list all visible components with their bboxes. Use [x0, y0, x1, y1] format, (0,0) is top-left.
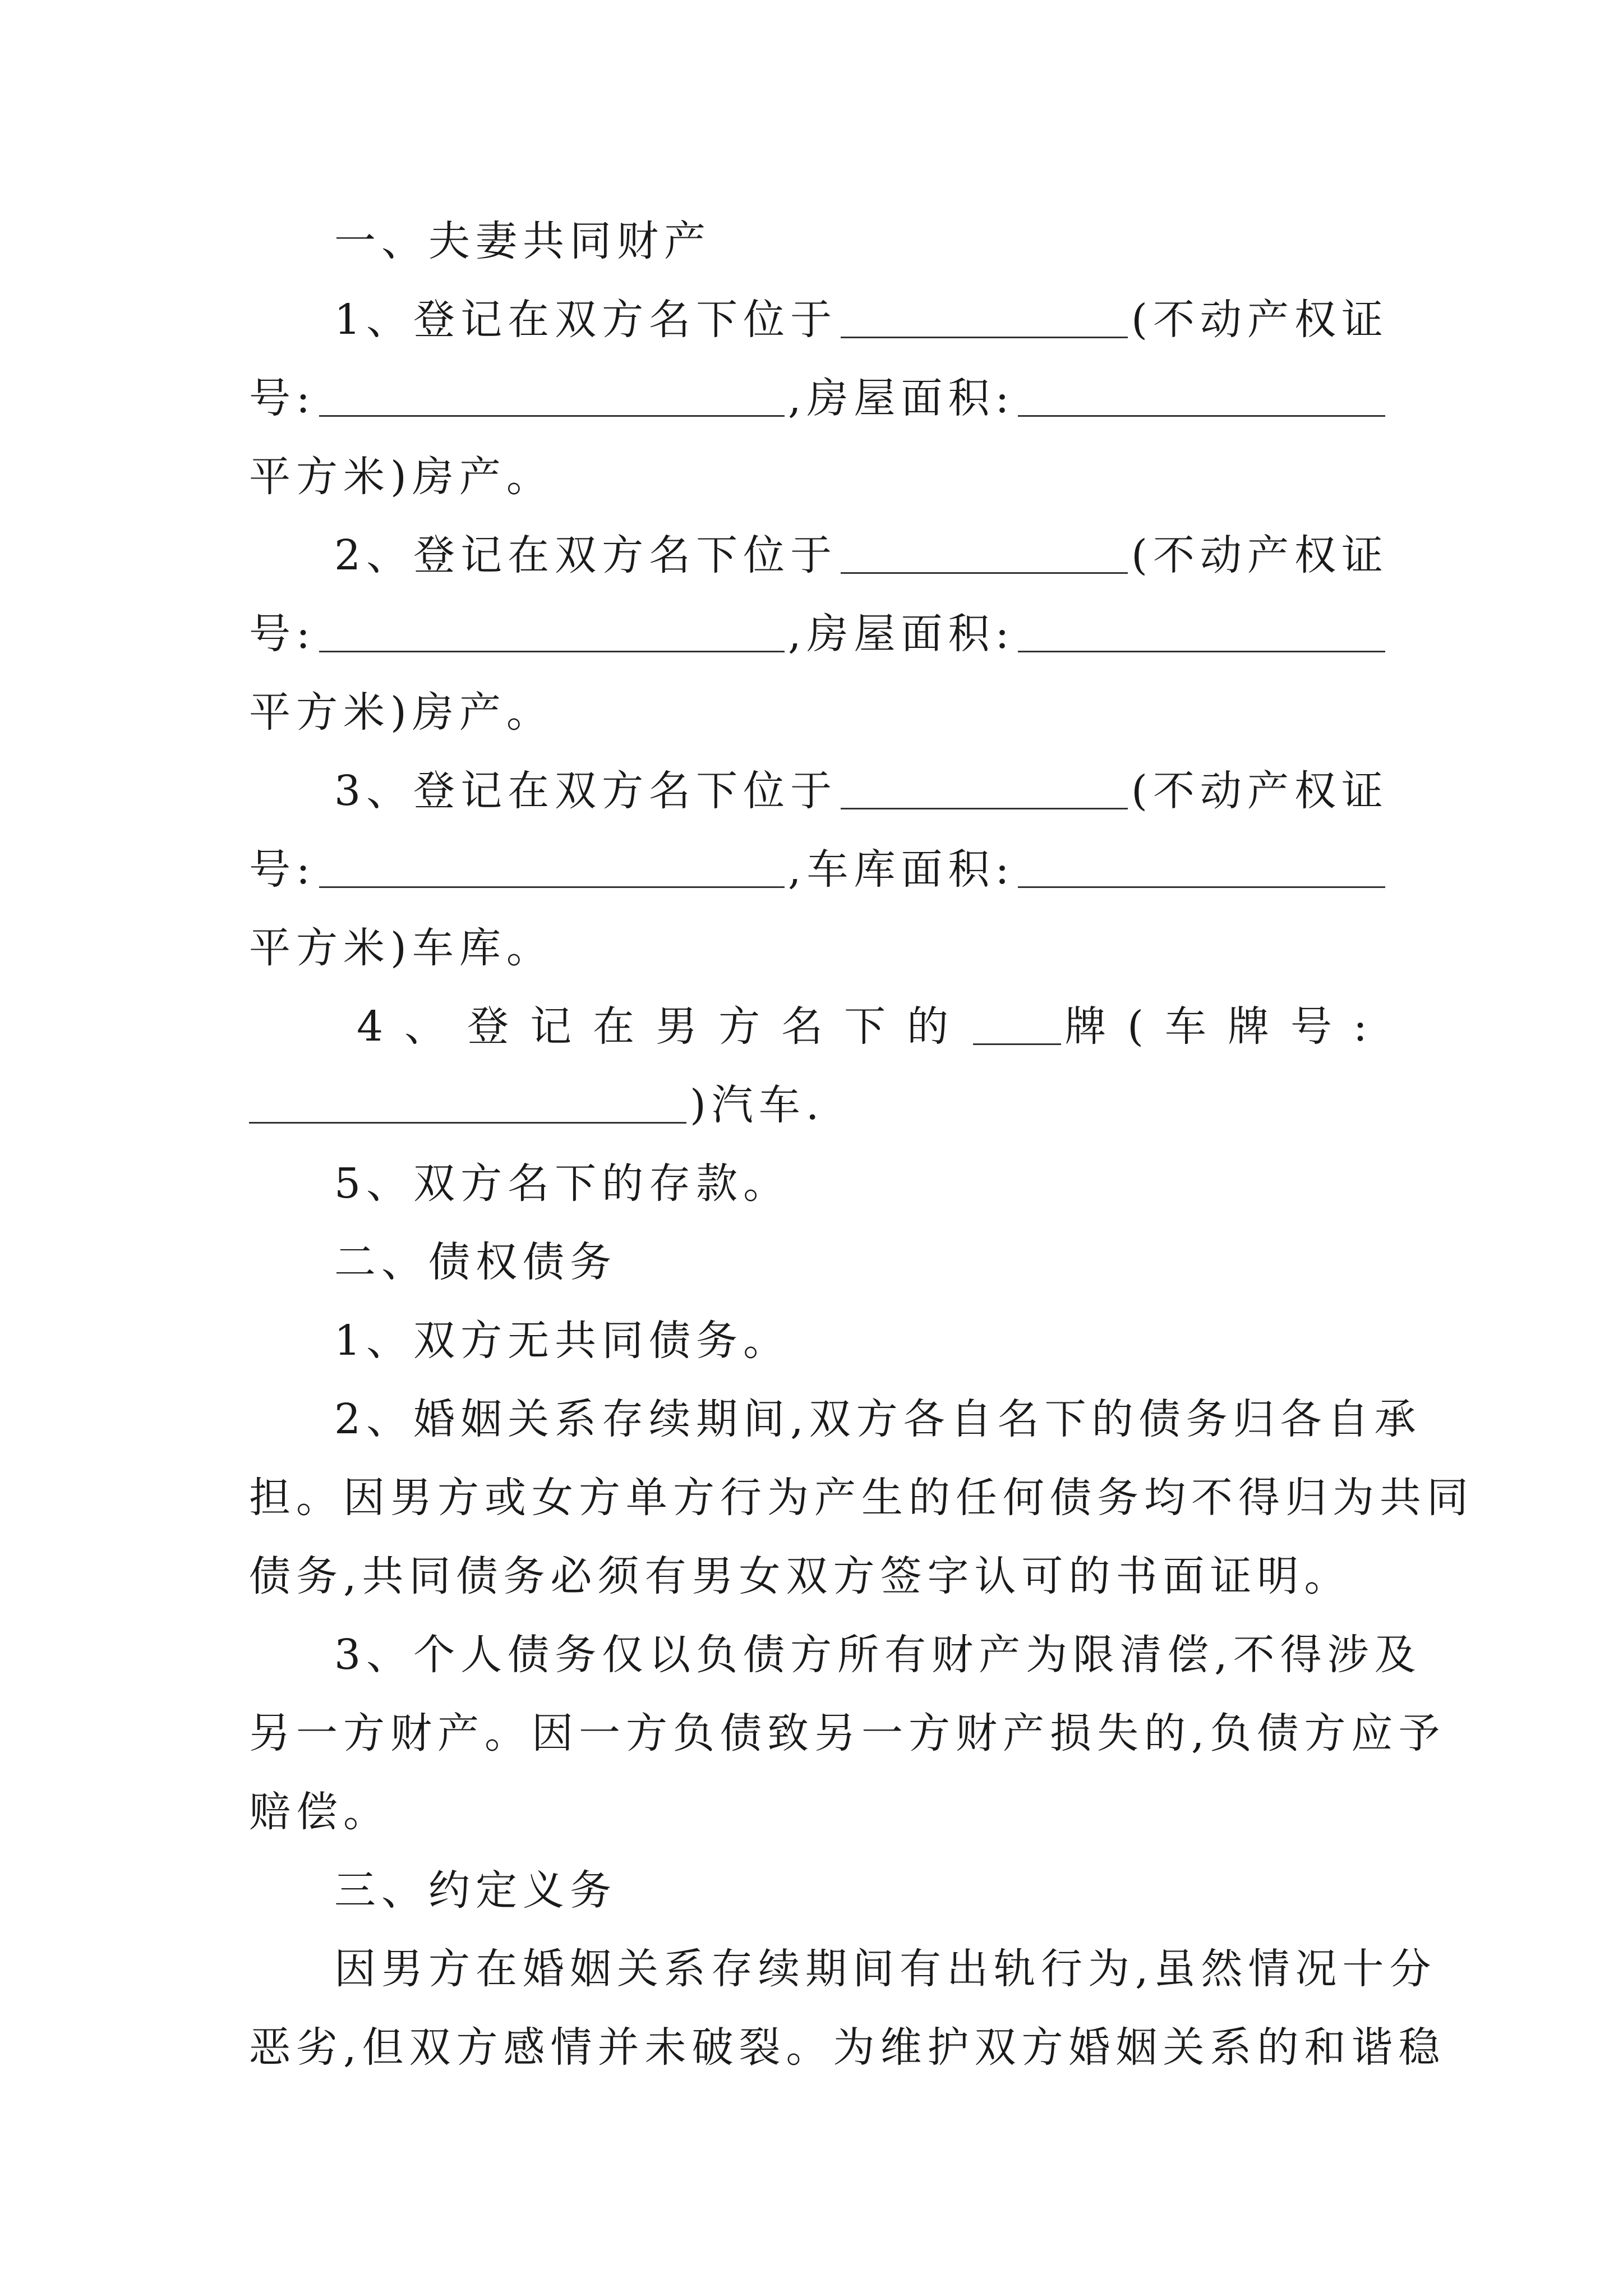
- paragraph-line: [249, 673, 1389, 752]
- paragraph-text: 债务,共同债务必须有男女双方签字认可的书面证明。: [249, 1552, 1352, 1600]
- paragraph-text: 1、登记在双方名下位于: [334, 296, 838, 344]
- section-heading: [249, 1851, 1389, 1930]
- blank-field: [1018, 611, 1385, 652]
- paragraph-line: [249, 1537, 1389, 1616]
- blank-field: [973, 1004, 1061, 1045]
- heading-text: 一、夫妻共同财产: [334, 217, 711, 265]
- paragraph-text: (不动产权证: [1131, 296, 1389, 344]
- paragraph-text: 2、登记在双方名下位于: [334, 531, 838, 579]
- paragraph-text: 号:: [249, 610, 316, 658]
- blank-field: [841, 769, 1128, 809]
- paragraph-line: [249, 2008, 1446, 2087]
- paragraph-text: (不动产权证: [1131, 531, 1389, 579]
- paragraph-text: 平方米)房产。: [249, 688, 554, 737]
- paragraph-line: [249, 359, 1389, 438]
- paragraph-text: 另一方财产。因一方负债致另一方财产损失的,负债方应予: [249, 1709, 1446, 1757]
- paragraph-text: 3、登记在双方名下位于: [334, 767, 838, 815]
- document-body: [249, 202, 1474, 2087]
- blank-field: [319, 376, 785, 417]
- paragraph-text: ,车库面积:: [787, 845, 1015, 894]
- paragraph-line: [249, 438, 1389, 516]
- paragraph-line: [249, 1930, 1437, 2008]
- paragraph-line: [249, 1616, 1422, 1694]
- blank-field: [1018, 376, 1385, 417]
- paragraph-text: 4、登记在男方名下的: [357, 1002, 970, 1051]
- paragraph-text: 2、婚姻关系存续期间,双方各自名下的债务归各自承: [334, 1395, 1422, 1443]
- paragraph-line: [249, 595, 1389, 673]
- blank-field: [1018, 847, 1385, 888]
- paragraph-line: [249, 1066, 1389, 1144]
- paragraph-text: 5、双方名下的存款。: [334, 1159, 791, 1208]
- heading-text: 三、约定义务: [334, 1866, 617, 1915]
- paragraph-text: 牌(车牌号:: [1064, 1002, 1389, 1051]
- paragraph-line: [249, 909, 1389, 987]
- paragraph-text: 赔偿。: [249, 1788, 390, 1836]
- paragraph-line: [249, 1301, 1389, 1380]
- paragraph-line: [249, 987, 1389, 1066]
- paragraph-line: [249, 1773, 1389, 1851]
- paragraph-line: [249, 752, 1389, 830]
- paragraph-text: 1、双方无共同债务。: [334, 1317, 791, 1365]
- paragraph-text: 因男方在婚姻关系存续期间有出轨行为,虽然情况十分: [334, 1945, 1437, 1993]
- paragraph-line: [249, 1380, 1422, 1458]
- paragraph-text: 平方米)房产。: [249, 453, 554, 501]
- paragraph-text: )汽车.: [690, 1081, 825, 1129]
- paragraph-line: [249, 830, 1389, 909]
- blank-field: [319, 611, 785, 652]
- paragraph-text: 号:: [249, 845, 316, 894]
- paragraph-line: [249, 280, 1389, 359]
- blank-field: [319, 847, 785, 888]
- paragraph-line: [249, 516, 1389, 595]
- heading-text: 二、债权债务: [334, 1238, 617, 1286]
- paragraph-text: (不动产权证: [1131, 767, 1389, 815]
- paragraph-line: [249, 1458, 1474, 1537]
- blank-field: [249, 1083, 686, 1124]
- paragraph-line: [249, 1144, 1389, 1223]
- paragraph-text: 号:: [249, 374, 316, 422]
- paragraph-text: 3、个人债务仅以负债方所有财产为限清偿,不得涉及: [334, 1631, 1422, 1679]
- blank-field: [841, 533, 1128, 574]
- paragraph-line: [249, 1694, 1446, 1773]
- paragraph-text: ,房屋面积:: [787, 374, 1015, 422]
- paragraph-text: 恶劣,但双方感情并未破裂。为维护双方婚姻关系的和谐稳: [249, 2023, 1446, 2072]
- blank-field: [841, 297, 1128, 338]
- paragraph-text: ,房屋面积:: [787, 610, 1015, 658]
- paragraph-text: 平方米)车库。: [249, 924, 554, 972]
- section-heading: [249, 202, 1389, 280]
- paragraph-text: 担。因男方或女方单方行为产生的任何债务均不得归为共同: [249, 1474, 1474, 1522]
- section-heading: [249, 1223, 1389, 1301]
